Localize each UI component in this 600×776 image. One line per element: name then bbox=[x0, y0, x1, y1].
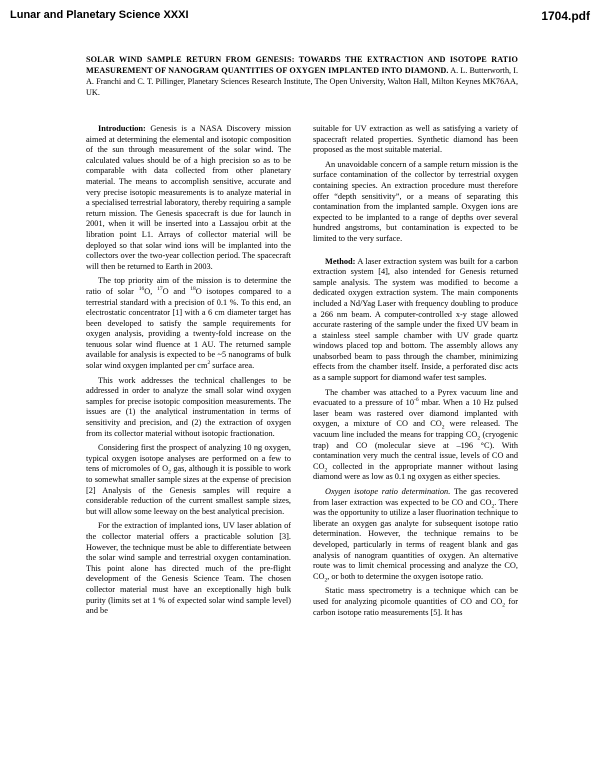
paragraph-text: The top priority aim of the mission is to determine the ratio of solar bbox=[86, 276, 291, 296]
paragraph-text: . There was the opportunity to utilize a laser fluorination technique to liberate an oxygen gas analyte for subsequent isotope ratio determination. However, the technique remains to be developed, particularly in terms of reagent blank and gas analysis of nanogram quantities of oxygen. An alternative route was to limit chemical processing and analyze the CO, CO bbox=[313, 497, 518, 581]
contamination-paragraph: An unavoidable concern of a sample return mission is the surface contamination of the collector by terrestrial oxygen containing species. An extraction procedure must therefore offer “depth sensitivity”, or a means of separating this contamination from the implanted sample. Oxygen ions are expected to be implanted to a range of depths over several hundred angstroms, but contamination is expected to be limited to the very surface. bbox=[313, 159, 518, 243]
extraction-paragraph: For the extraction of implanted ions, UV laser ablation of the collector material offers a practicable solution [3]. However, the technique must be able to differentiate between the solar wind sample and terrestrial oxygen contamination. This point alone has directed much of the pre-flight development of the Genesis Science Team. The chosen collector material must have an exceptionally high bulk purity (limits set at 1 % of expected solar wind sample level) and be bbox=[86, 521, 291, 616]
affiliation: Planetary Sciences Research Institute, The Open University, Walton Hall, Milton Keynes MK76AA, UK. bbox=[86, 77, 518, 97]
superscript: 2 bbox=[207, 360, 211, 367]
section-heading-method: Method: bbox=[325, 256, 356, 266]
superscript: 17 bbox=[157, 286, 163, 293]
introduction-paragraph bbox=[86, 124, 291, 272]
paragraph-text: A laser extraction system was built for a carbon extraction system [4], also intended for Genesis returned sample analysis. The system was modified to become a dedicated oxygen extraction system. The main components included a Nd/Yag Laser with frequency doubling to produce a 266 nm beam. A computer-controlled x-y stage allowed accurate rastering of the sample under the fixed UV beam in a stainless steel sample chamber with UV grade quartz windows placed top and bottom. The assembly allows any unabsorbed beam to pass through the chamber, minimizing effects from the chamber itself. Inside, a perforated disc acts as a sample support for diamond wafer test samples. bbox=[313, 256, 518, 383]
title-block bbox=[86, 54, 518, 98]
paragraph-text: Static mass spectrometry is a technique which can be used for analyzing picomole quantities of CO and CO bbox=[313, 586, 518, 606]
paragraph-text: (cryogenic trap) and CO (molecular sieve at –196 °C). With contamination very much the central issue, levels of CO and CO bbox=[313, 430, 518, 471]
file-id: 1704.pdf bbox=[541, 9, 590, 23]
mass-spectrometry-paragraph bbox=[313, 586, 518, 618]
subscript: 2 bbox=[324, 467, 328, 474]
subscript: 2 bbox=[491, 503, 495, 510]
left-column bbox=[86, 124, 291, 617]
subscript: 2 bbox=[324, 577, 328, 584]
paragraph-text: O and bbox=[162, 286, 191, 296]
superscript: 18 bbox=[190, 286, 196, 293]
conference-header: Lunar and Planetary Science XXXI bbox=[10, 9, 189, 21]
authors: A. L. Butterworth, I. A. Franchi and C. T. Pillinger, bbox=[86, 66, 518, 86]
subscript: 2 bbox=[441, 425, 445, 432]
continued-paragraph: suitable for UV extraction as well as satisfying a variety of spacecraft related properties. Synthetic diamond has been proposed as the most suitable material. bbox=[313, 124, 518, 155]
paragraph-text: mbar. When a 10 Hz pulsed laser beam was rastered over diamond implanted with oxygen, a mixture of CO and CO bbox=[313, 398, 518, 429]
analysis-paragraph bbox=[86, 443, 291, 517]
challenges-paragraph: This work addresses the technical challenges to be addressed in order to analyze the small solar wind oxygen samples for precise isotopic composition measurements. The issues are (1) the analytical instrumentation in terms of sensitivity and precision, and (2) the extraction of oxygen from its collector material without isotopic fractionation. bbox=[86, 375, 291, 438]
right-column bbox=[313, 124, 518, 618]
paragraph-text: O, bbox=[144, 286, 158, 296]
isotope-ratio-paragraph bbox=[313, 487, 518, 582]
subscript: 2 bbox=[502, 602, 505, 609]
paper-title: SOLAR WIND SAMPLE RETURN FROM GENESIS: TOWARDS THE EXTRACTION AND ISOTOPE RATIO MEASUREMENT OF NANOGRAM QUANTITIES OF OXYGEN IMPLANTED INTO DIAMOND. bbox=[86, 55, 518, 75]
paragraph-text: Genesis is a NASA Discovery mission aimed at determining the elemental and isotopic composition of the sun through measurement of the solar wind. The calculated values should be of a high precision so as to be comparable with data collected from other planetary material. The means to accomplish sensitive, accurate and very precise isotopic measurements is to analyze material in a specialised terrestrial laboratory, thereby requiring a sample return mission. The Genesis spacecraft is due for launch in 2001, when it will be inserted into a Lassajou orbit at the libration point L1. Arrays of collector material will be deployed so that solar wind ions will be implanted into the collectors over the two-year collection period. The spacecraft will then be returned to Earth in 2003. bbox=[86, 124, 292, 271]
superscript: 16 bbox=[138, 286, 145, 293]
subsection-heading: Oxygen isotope ratio determination. bbox=[325, 487, 451, 496]
superscript: -6 bbox=[413, 397, 419, 404]
paragraph-text: surface area. bbox=[210, 361, 255, 371]
vacuum-paragraph bbox=[313, 388, 518, 483]
subscript: 2 bbox=[168, 470, 171, 477]
method-paragraph bbox=[313, 257, 518, 384]
section-heading-introduction: Introduction: bbox=[98, 124, 146, 133]
paragraph-text: collected in the appropriate manner without lasing diamond were as low as 0.1 ng oxygen as either species. bbox=[313, 461, 518, 482]
paragraph-text: gas, although it is possible to work to somewhat smaller sample sizes at the expense of precision [2] Analysis of the Genesis samples will require a considerable reduction of the current smallest sample sizes, but will allow some leeway on the best analytical precision. bbox=[86, 464, 291, 516]
paragraph-text: The gas recovered from laser extraction was expected to be CO and CO bbox=[313, 487, 518, 507]
paragraph-text: were released. The vacuum line included the means for trapping CO bbox=[313, 419, 518, 440]
paragraph-text: The chamber was attached to a Pyrex vacuum line and evacuated to a pressure of 10 bbox=[313, 387, 518, 408]
paragraph-text: O isotopes compared to a terrestrial standard with a precision of 0.1 %. To this end, an electrostatic concentrator [1] with a 6 cm diameter target has been developed to satisfy the sample requirements for oxygen analysis, providing a twenty-fold increase on the tenuous solar wind fluence at 1 AU. The returned sample available for analysis is expected to be ~5 nanograms of bulk solar wind oxygen implanted per cm bbox=[86, 286, 292, 371]
paragraph-text: for carbon isotope ratio measurements [5]. It has bbox=[313, 596, 519, 617]
paragraph-text: Considering first the prospect of analyzing 10 ng oxygen, typical oxygen isotope analyses are performed on a few to tens of micromoles of O bbox=[86, 443, 291, 474]
aim-paragraph bbox=[86, 276, 291, 371]
subscript: 2 bbox=[477, 435, 481, 442]
paragraph-text: , or both to determine the oxygen isotope ratio. bbox=[327, 571, 484, 581]
